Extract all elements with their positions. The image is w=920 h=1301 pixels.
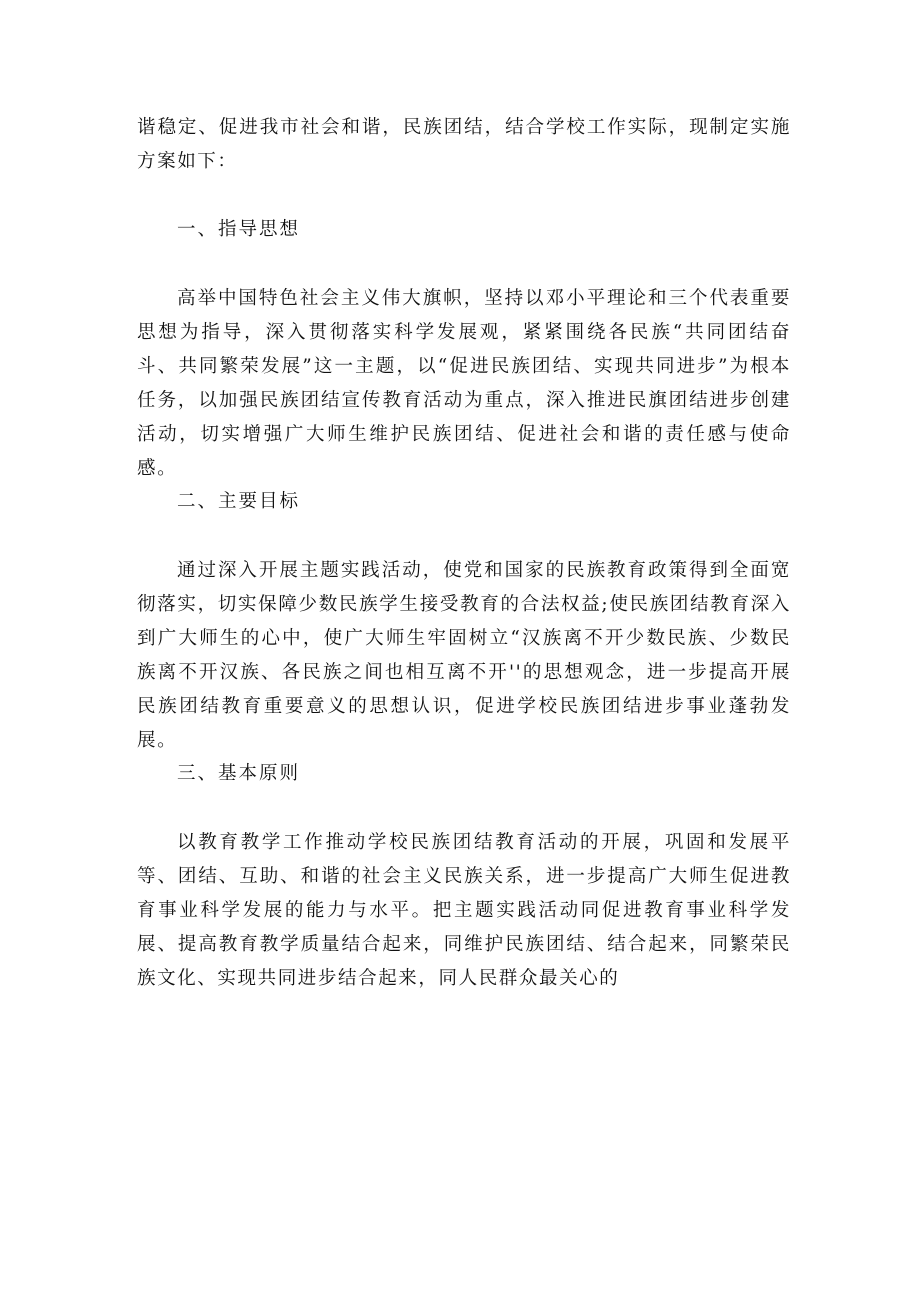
section-body-main-goals: 通过深入开展主题实践活动，使党和国家的民族教育政策得到全面宽彻落实，切实保障少数民族学生接受教育的合法权益;使民族团结教育深入到广大师生的心中，使广大师生牢固树立“汉族离不开少数民族、少数民族离不开汉族、各民族之间也相互离不开''的思想观念，进一步提高开展民族团结教育重要意义的思想认识，促进学校民族团结进步事业蓬勃发展。 <box>137 560 791 751</box>
section-heading-main-goals: 二、主要目标 <box>177 491 301 512</box>
section-heading-basic-principles: 三、基本原则 <box>177 763 301 784</box>
section-body-guiding-ideology: 高举中国特色社会主义伟大旗帜，坚持以邓小平理论和三个代表重要思想为指导，深入贯彻落实科学发展观，紧紧围绕各民族“共同团结奋斗、共同繁荣发展”这一主题，以“促进民族团结、实现共同进步”为根本任务，以加强民族团结宣传教育活动为重点，深入推进民旗团结进步创建活动，切实增强广大师生维护民族团结、促进社会和谐的责任感与使命感。 <box>137 288 791 479</box>
intro-paragraph: 谐稳定、促进我市社会和谐，民族团结，结合学校工作实际，现制定实施方案如下： <box>137 117 791 172</box>
section-heading-guiding-ideology: 一、指导思想 <box>177 219 301 240</box>
section-body-basic-principles: 以教育教学工作推动学校民族团结教育活动的开展，巩固和发展平等、团结、互助、和谐的社会主义民族关系，进一步提高广大师生促进教育事业科学发展的能力与水平。把主题实践活动同促进教育事业科学发展、提高教育教学质量结合起来，同维护民族团结、结合起来，同繁荣民族文化、实现共同进步结合起来，同人民群众最关心的 <box>137 832 791 989</box>
